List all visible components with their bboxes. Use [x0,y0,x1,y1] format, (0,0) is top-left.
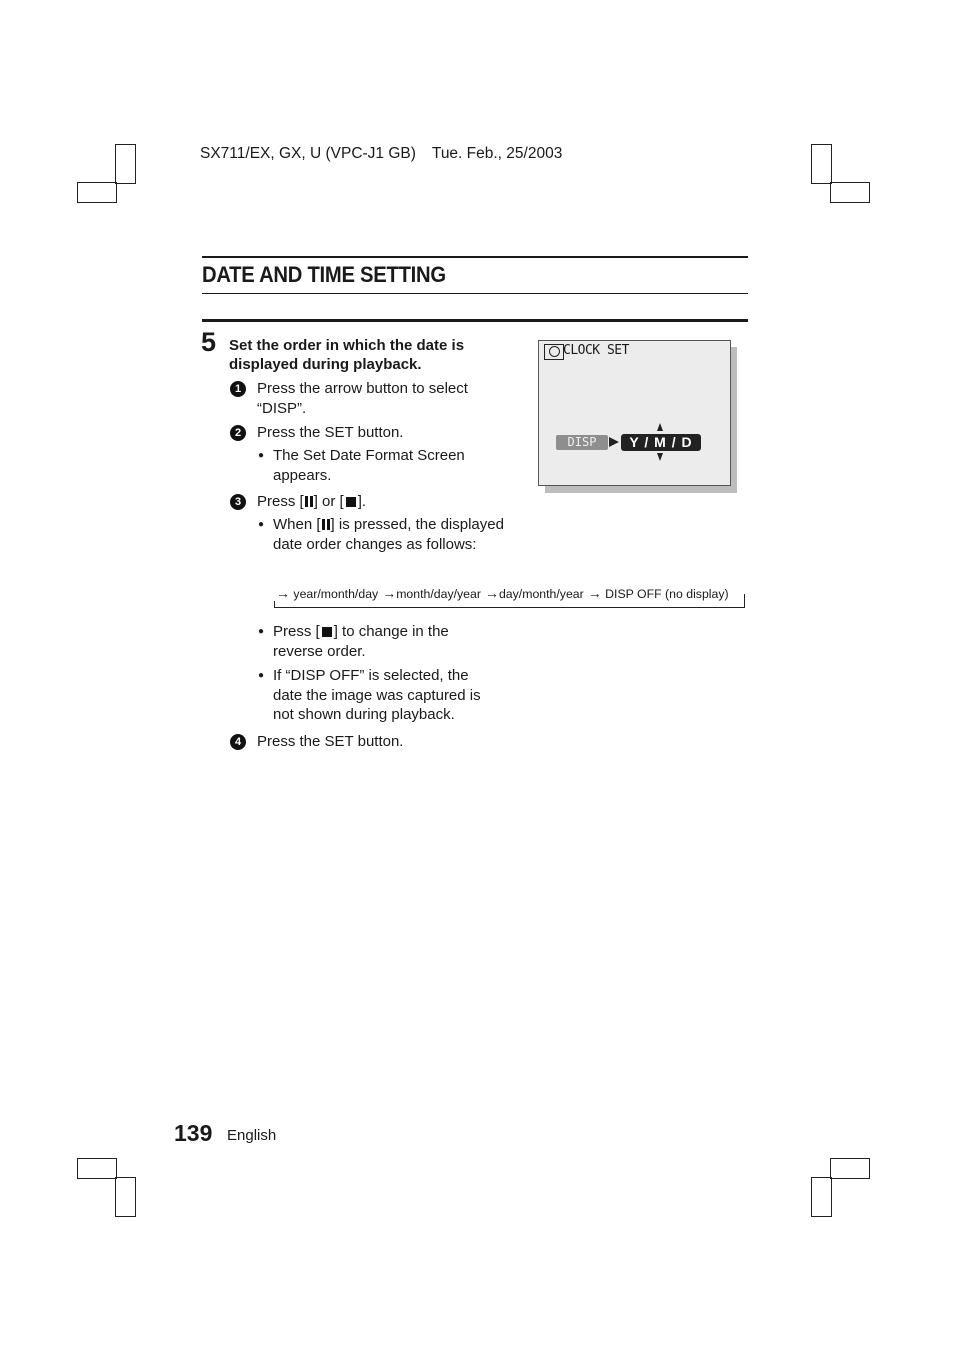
bullet-icon: ● [258,519,265,530]
substep-marker-4: 4 [230,734,246,750]
crop-mark [811,1177,832,1217]
arrow-right-icon [609,437,619,447]
arrow-right-icon: → [484,585,499,601]
camera-screen [538,340,731,486]
clock-icon [544,344,564,360]
substep-marker-1: 1 [230,381,246,397]
crop-mark [830,182,870,203]
disp-label: DISP [556,435,608,450]
up-arrow-icon [657,423,663,431]
flow-item: year/month/day [293,587,379,601]
page-number: 139 [174,1120,213,1146]
step-heading: Set the order in which the date is displayed during playback. [229,337,465,373]
substep-2-bullet: The Set Date Format Screen appears. [273,447,465,484]
stop-icon [346,497,356,507]
page-title: DATE AND TIME SETTING [202,262,446,287]
screen-title: CLOCK SET [563,343,629,358]
arrow-right-icon: → [587,585,602,601]
step-number: 5 [201,327,217,357]
flow-item: DISP OFF (no display) [605,587,729,601]
substep-2-text: Press the SET button. [257,424,404,441]
title-bottom-rule [202,293,748,294]
document-header [200,145,562,163]
substep-4-text: Press the SET button. [257,733,404,750]
arrow-right-icon: → [276,585,290,601]
date-text: Tue. Feb., 25/2003 [431,145,563,162]
crop-mark [811,144,832,184]
page-language: English [227,1127,277,1144]
substep-1-text: Press the arrow button to select “DISP”. [257,380,468,417]
substep-marker-2: 2 [230,425,246,441]
substep-3-bullet-2: Press [ ] to change in the reverse order. [273,623,449,660]
flow-item: day/month/year [498,587,584,601]
substep-marker-3: 3 [230,494,246,510]
pause-icon [321,516,331,533]
substep-3-bullet-3: If “DISP OFF” is selected, the date the image was captured is not shown during playback. [273,667,481,723]
substep-3-text: Press [ ] or [ ]. [257,493,367,510]
arrow-right-icon: → [382,585,397,601]
model-text: SX711/EX, GX, U (VPC-J1 GB) [200,145,416,162]
crop-mark [77,1158,117,1179]
stop-icon [322,627,332,637]
flow-item: month/day/year [396,587,481,601]
step-rule [202,319,748,322]
down-arrow-icon [657,453,663,461]
crop-mark [830,1158,870,1179]
bullet-icon: ● [258,670,265,681]
crop-mark [77,182,117,203]
substep-3-bullet-1: When [ ] is pressed, the displayed date order changes as follows: [273,516,504,553]
bullet-icon: ● [258,626,265,637]
bullet-icon: ● [258,450,265,461]
pause-icon [304,493,314,510]
date-format-value: Y / M / D [621,434,701,451]
crop-mark [115,144,136,184]
crop-mark [115,1177,136,1217]
title-top-rule [202,256,748,258]
date-order-flow [274,585,731,601]
